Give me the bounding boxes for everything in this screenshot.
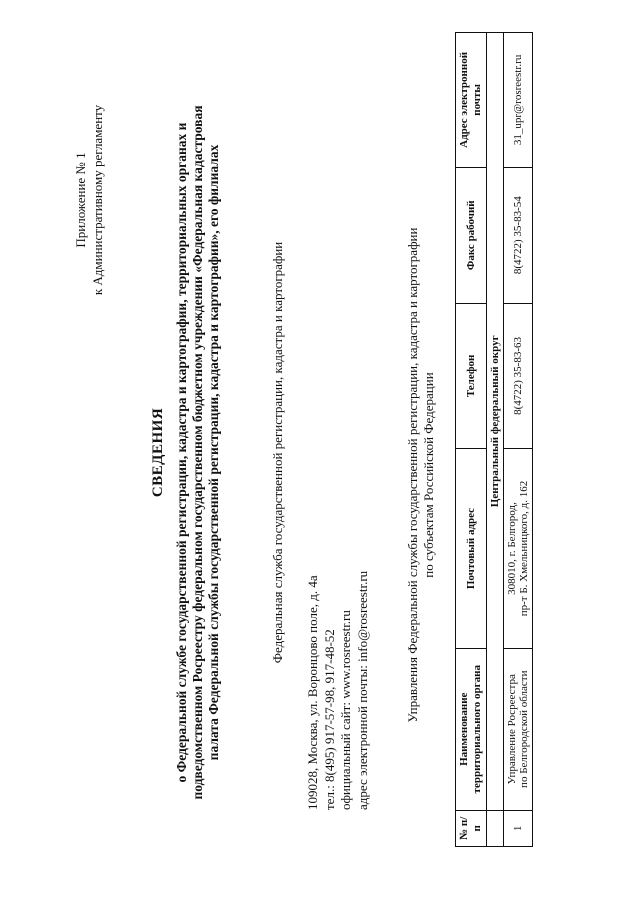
service-name: Федеральная служба государственной регистрации, кадастра и картографии <box>270 241 285 664</box>
table-row <box>504 33 533 847</box>
contact-email: адрес электронной почты: info@rosreestr.ru <box>354 570 370 810</box>
header-phone: Телефон <box>456 303 487 449</box>
title-heading: СВЕДЕНИЯ <box>150 407 166 498</box>
title-line-3: палата Федеральной службы государственной регистрации, кадастра и картографии», его филиалах <box>206 144 221 761</box>
header-fax: Факс рабочий <box>456 167 487 303</box>
row-address-line-2: пр-т Б. Хмельницкого, д. 162 <box>518 480 530 617</box>
row-fax: 8(4722) 35-83-54 <box>504 167 533 303</box>
row-name-line-2: по Белгородской области <box>518 670 530 788</box>
contact-address: 109028, Москва, ул. Воронцово поле, д. 4а <box>305 575 320 810</box>
row-name <box>504 648 533 810</box>
header-email: Адрес электронной почты <box>456 33 487 168</box>
row-email: 31_upr@rosreestr.ru <box>504 33 533 168</box>
appendix-line-2: к Административному регламенту <box>90 104 105 296</box>
header-name: Наименование территориального органа <box>456 648 487 810</box>
header-address: Почтовый адрес <box>456 449 487 649</box>
table-title <box>405 155 437 795</box>
title-line-1: о Федеральной службе государственной регистрации, кадастра и картографии, территориальных органах и <box>174 122 189 783</box>
table-title-line-2: по субъектам Российской Федерации <box>421 372 436 578</box>
appendix-note <box>72 70 106 330</box>
district-row <box>487 33 504 847</box>
appendix-line-1: Приложение № 1 <box>73 152 88 248</box>
row-address-line-1: 308010, г. Белгород, <box>506 502 518 595</box>
table-title-line-1: Управления Федеральной службы государственной регистрации, кадастра и картографии <box>405 227 420 723</box>
district-empty-cell <box>487 810 504 846</box>
title-line-2: подведомственном Росреестру федеральном государственном бюджетном учреждении «Федеральная кадастровая <box>190 105 205 800</box>
header-number: № п/п <box>456 810 487 846</box>
row-name-line-1: Управление Росреестра <box>506 674 518 785</box>
contact-phone: тел.: 8(495) 917-57-98, 917-48-52 <box>321 629 337 810</box>
table-header-row <box>456 33 487 847</box>
row-address <box>504 449 533 649</box>
contact-block <box>305 571 371 810</box>
row-phone: 8(4722) 35-83-63 <box>504 303 533 449</box>
document-title <box>150 60 222 845</box>
district-name: Центральный федеральный округ <box>487 33 504 811</box>
contact-website: официальный сайт: www.rosreestr.ru <box>338 610 353 810</box>
territorial-bodies-table <box>455 32 533 847</box>
row-number: 1 <box>504 810 533 846</box>
